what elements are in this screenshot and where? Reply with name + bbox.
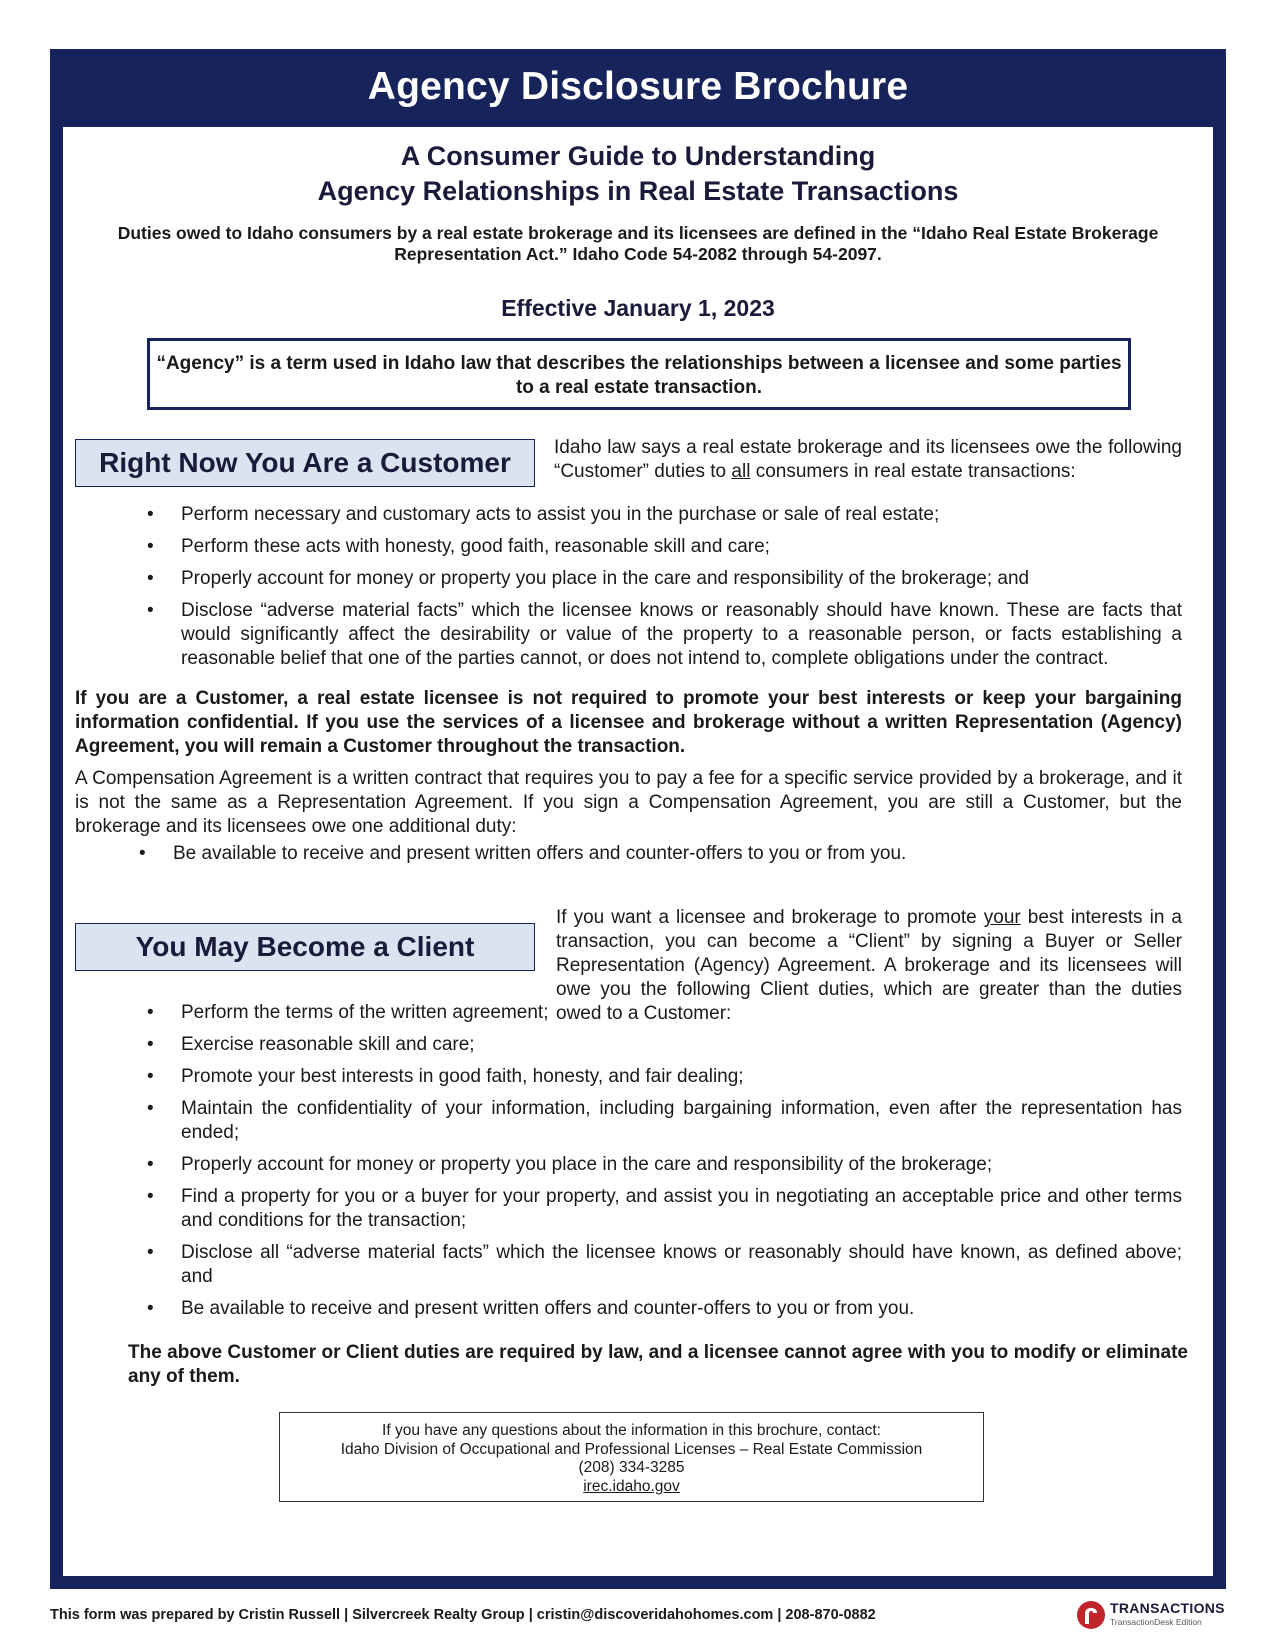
- list-item: [139, 842, 1182, 866]
- customer-bold-note: If you are a Customer, a real estate licensee is not required to promote your best interests or keep your bargaining information confidential. If you use the services of a licensee and brokerage without a written Representation (Agency) Agreement, you will remain a Customer throughout the transaction.: [75, 688, 1182, 757]
- duty-text: Be available to receive and present written offers and counter-offers to you or from you.: [181, 1298, 915, 1319]
- duty-text: Be available to receive and present written offers and counter-offers to you or from you.: [173, 843, 907, 864]
- duty-text: Maintain the confidentiality of your information, including bargaining information, even after the representation has ended;: [181, 1098, 1182, 1143]
- customer-intro-after: consumers in real estate transactions:: [750, 461, 1076, 482]
- bullet-icon: •: [147, 1066, 154, 1087]
- transactions-logo-icon: [1076, 1600, 1106, 1630]
- duty-text: Disclose all “adverse material facts” which the licensee knows or reasonably should have known, as defined above; and: [181, 1242, 1182, 1287]
- list-item: [147, 1297, 1182, 1321]
- bullet-icon: •: [147, 1098, 154, 1119]
- list-item: [147, 1065, 1182, 1089]
- contact-box: [279, 1412, 984, 1502]
- compensation-note: A Compensation Agreement is a written contract that requires you to pay a fee for a specific service provided by a brokerage, and it is not the same as a Representation Agreement. If you sign a Compensation Agreement, you are still a Customer, but the brokerage and its licensees owe one additional duty:: [75, 768, 1182, 837]
- duties-intro: Duties owed to Idaho consumers by a real estate brokerage and its licensees are defined in the “Idaho Real Estate Brokerage Representation Act.” Idaho Code 54-2082 through 54-2097.: [117, 223, 1159, 264]
- effective-date: Effective January 1, 2023: [501, 295, 775, 321]
- list-item: [147, 1185, 1182, 1233]
- duty-text: Disclose “adverse material facts” which the licensee knows or reasonably should have known. These are facts that would significantly affect the desirability or value of the property to a reasonable person, or facts establishing a reasonable belief that one of the parties cannot, or does not intend to, complete obligations under the contract.: [181, 600, 1182, 669]
- list-item: [147, 1153, 1182, 1177]
- page-frame: [50, 49, 1226, 1589]
- duty-text: Exercise reasonable skill and care;: [181, 1034, 475, 1055]
- logo-name: TRANSACTIONS: [1110, 1600, 1225, 1616]
- banner-title: Agency Disclosure Brochure: [367, 65, 909, 108]
- subtitle-line-1: A Consumer Guide to Understanding: [400, 141, 876, 171]
- bullet-icon: •: [139, 843, 146, 864]
- bullet-icon: •: [147, 600, 154, 621]
- list-item: [147, 1241, 1182, 1289]
- bullet-icon: •: [147, 1154, 154, 1175]
- list-item: [147, 535, 1182, 559]
- contact-phone: (208) 334-3285: [578, 1459, 685, 1476]
- bullet-icon: •: [147, 1186, 154, 1207]
- duty-text: Find a property for you or a buyer for your property, and assist you in negotiating an acceptable price and other terms and conditions for the transaction;: [181, 1186, 1182, 1231]
- list-item: [147, 567, 1182, 591]
- client-duties-list: [147, 1001, 1182, 1329]
- list-item: [147, 1001, 1182, 1025]
- bullet-icon: •: [147, 568, 154, 589]
- client-intro-before: If you want a licensee and brokerage to promote: [556, 907, 984, 928]
- client-heading: You May Become a Client: [75, 923, 535, 971]
- footer-prepared-by: This form was prepared by Cristin Russell | Silvercreek Realty Group | cristin@discoveridahohomes.com | 208-870-0882: [50, 1607, 876, 1623]
- list-item: [147, 1097, 1182, 1145]
- transactions-logo: [1076, 1598, 1226, 1638]
- logo-edition: TransactionDesk Edition: [1110, 1617, 1202, 1627]
- duty-text: Perform necessary and customary acts to assist you in the purchase or sale of real estate;: [181, 504, 940, 525]
- bullet-icon: •: [147, 536, 154, 557]
- additional-duty-list: [139, 842, 1182, 866]
- customer-intro: [554, 436, 1182, 484]
- list-item: [147, 1033, 1182, 1057]
- bullet-icon: •: [147, 1002, 154, 1023]
- contact-line-2: Idaho Division of Occupational and Professional Licenses – Real Estate Commission: [340, 1440, 923, 1458]
- customer-intro-underlined: all: [731, 461, 751, 482]
- contact-website-link[interactable]: irec.idaho.gov: [583, 1477, 680, 1495]
- customer-intro-before: Idaho law says a real estate brokerage and its licensees owe the following “Customer” duties to: [554, 437, 1182, 482]
- subtitle-line-2: Agency Relationships in Real Estate Transactions: [317, 176, 959, 206]
- list-item: [147, 503, 1182, 527]
- duty-text: Properly account for money or property you place in the care and responsibility of the brokerage;: [181, 1154, 993, 1175]
- bullet-icon: •: [147, 504, 154, 525]
- agency-definition-box: “Agency” is a term used in Idaho law that describes the relationships between a licensee and some parties to a real estate transaction.: [147, 338, 1131, 410]
- duty-text: Promote your best interests in good faith, honesty, and fair dealing;: [181, 1066, 744, 1087]
- bullet-icon: •: [147, 1242, 154, 1263]
- bullet-icon: •: [147, 1034, 154, 1055]
- list-item: [147, 599, 1182, 671]
- duty-text: Properly account for money or property you place in the care and responsibility of the brokerage; and: [181, 568, 1030, 589]
- customer-duties-list: [147, 503, 1182, 679]
- duty-text: Perform the terms of the written agreement;: [181, 1002, 549, 1023]
- client-intro-after: best interests in a transaction, you can become a “Client” by signing a Buyer or Seller Representation (Agency) Agreement. A brokerage and its licensees will owe you the following Client duties, which are greater than the duties owed to a Customer:: [556, 907, 1182, 1024]
- content-area: [63, 127, 1213, 1576]
- customer-heading: Right Now You Are a Customer: [75, 439, 535, 487]
- client-intro-underlined: your: [983, 907, 1021, 928]
- subtitle: [63, 139, 1213, 209]
- client-bold-note: The above Customer or Client duties are required by law, and a licensee cannot agree with you to modify or eliminate any of them.: [128, 1342, 1188, 1387]
- duty-text: Perform these acts with honesty, good faith, reasonable skill and care;: [181, 536, 770, 557]
- contact-line-1: If you have any questions about the information in this brochure, contact:: [382, 1422, 881, 1439]
- bullet-icon: •: [147, 1298, 154, 1319]
